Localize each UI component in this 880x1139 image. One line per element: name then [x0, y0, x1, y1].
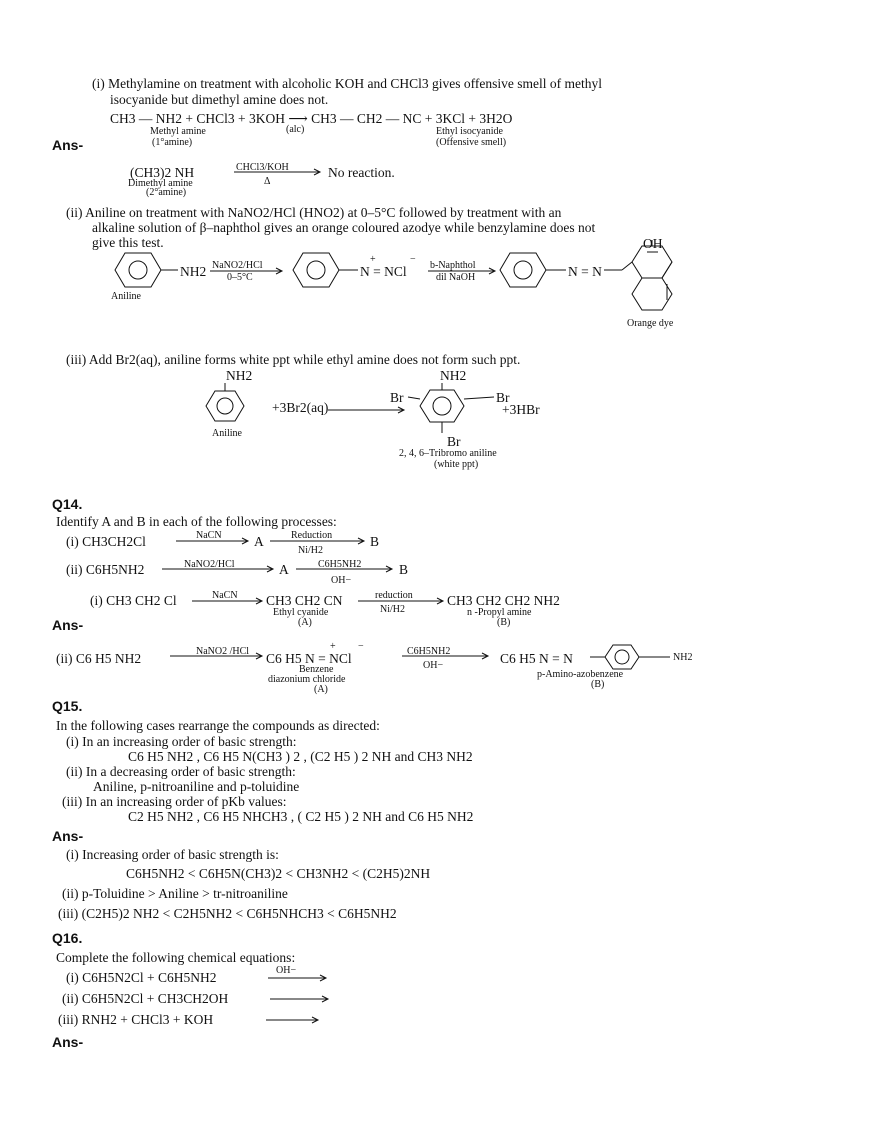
eq2-label-2-amine: (2°amine): [146, 187, 187, 198]
eq2-reagent: CHCl3/KOH: [236, 162, 289, 173]
q14-i-A: A: [254, 534, 264, 549]
q14-i-reagent2b: Ni/H2: [298, 545, 323, 556]
eq-label-alc: (alc): [286, 124, 305, 135]
q14-ans-ii-left: (ii) C6 H5 NH2: [56, 651, 142, 666]
q-iii: (iii) Add Br2(aq), aniline forms white ppt while ethyl amine does not form such ppt.: [66, 352, 521, 367]
az-aniline: Aniline: [111, 291, 141, 302]
q16-prompt: Complete the following chemical equations:: [56, 950, 296, 965]
q14-ans-i-reagent2b: Ni/H2: [380, 604, 405, 615]
eq-label-methylamine: Methyl amine: [150, 126, 206, 137]
az-reagent2b: dil NaOH: [436, 272, 476, 283]
q15-label: Q15.: [52, 698, 83, 714]
br-product1: 2, 4, 6–Tribromo aniline: [399, 448, 497, 459]
q15-ii-a: (ii) In a decreasing order of basic strength:: [66, 764, 296, 779]
q-ii-line2: alkaline solution of β–naphthol gives an orange coloured azodye while benzylamine does not: [92, 220, 596, 235]
q15-ans-label: Ans-: [52, 828, 84, 844]
q14-ii-left: (ii) C6H5NH2: [66, 562, 145, 577]
br-right: Br: [496, 390, 510, 405]
q14-ans-ii-reagent1: NaNO2 /HCl: [196, 646, 250, 657]
benzene-ring-diazonium: [293, 253, 339, 287]
benzene-ring-aniline: [115, 253, 161, 287]
br-nh2-a: NH2: [226, 368, 253, 383]
q14-ii-reagent1: NaNO2/HCl: [184, 559, 235, 570]
eq-label-ethyl-isocyanide: Ethyl isocyanide: [436, 126, 503, 137]
q14-ans-ii-lbl1a: Benzene: [299, 664, 334, 675]
az-reagent1b: 0–5°C: [227, 272, 253, 283]
benzene-ring-dye: [500, 253, 546, 287]
q14-ans-ii-lbl1c: (A): [314, 684, 328, 695]
q14-ans-i-lbl2b: (B): [497, 617, 511, 628]
q14-ans-ii-lbl2b: (B): [591, 679, 605, 690]
q15-ans-iii: (iii) (C2H5)2 NH2 < C2H5NH2 < C6H5NHCH3 < C6H5NH2: [58, 906, 397, 921]
q15-i-b: C6 H5 NH2 , C6 H5 N(CH3 ) 2 , (C2 H5 ) 2 NH and CH3 NH2: [128, 749, 473, 764]
q14-ans-ii-reagent2: C6H5NH2: [407, 646, 451, 657]
q14-ii-reagent2: C6H5NH2: [318, 559, 362, 570]
q14-ans-i-lbl2a: n -Propyl amine: [467, 607, 532, 618]
equation-carbylamine: CH3 — NH2 + CHCl3 + 3KOH ⟶ CH3 — CH2 — NC + 3KCl + 3H2O: [110, 111, 513, 126]
naphthalene-ring-2: [632, 278, 672, 310]
az-nh2: NH2: [180, 264, 207, 279]
q14-ans-i-left: (i) CH3 CH2 Cl: [90, 593, 177, 608]
br-reagent: +3Br2(aq): [272, 400, 329, 415]
q14-ans-ii-right: C6 H5 N = N: [500, 651, 573, 666]
q14-ans-ii-lbl1b: diazonium chloride: [268, 674, 346, 685]
q-i-line2: isocyanide but dimethyl amine does not.: [110, 92, 329, 107]
q16-iii: (iii) RNH2 + CHCl3 + KOH: [58, 1012, 214, 1027]
q14-ii-reagent2b: OH−: [331, 575, 352, 586]
q14-ii-B: B: [399, 562, 409, 577]
q16-i: (i) C6H5N2Cl + C6H5NH2: [66, 970, 217, 985]
br-left: Br: [390, 390, 404, 405]
q-ii-line1: (ii) Aniline on treatment with NaNO2/HCl (HNO2) at 0–5°C followed by treatment with an: [66, 205, 562, 220]
q14-ans-ii-reagent2b: OH−: [423, 660, 444, 671]
az-plus: +: [370, 254, 376, 265]
q14-ans-i-reagent2: reduction: [375, 590, 413, 601]
q15-ans-i-a: (i) Increasing order of basic strength is:: [66, 847, 279, 862]
az-reagent2: b-Naphthol: [430, 260, 476, 271]
benzene-ring-aniline-br: [206, 391, 244, 421]
q14-ans-ii-mid: C6 H5 N = NCl: [266, 651, 352, 666]
q14-i-reagent2: Reduction: [291, 530, 333, 541]
br-nh2-b: NH2: [440, 368, 467, 383]
br-aniline: Aniline: [212, 428, 242, 439]
aromatic-circle: [129, 261, 147, 279]
az-minus: −: [410, 254, 416, 265]
q16-i-reagent: OH−: [276, 965, 297, 976]
q14-i-left: (i) CH3CH2Cl: [66, 534, 146, 549]
ans-label: Ans-: [52, 137, 84, 153]
naphthalene-ring-1: [632, 246, 672, 278]
q15-prompt: In the following cases rearrange the compounds as directed:: [56, 718, 380, 733]
q15-i-a: (i) In an increasing order of basic strength:: [66, 734, 297, 749]
q14-ans-i-lbl1b: (A): [298, 617, 312, 628]
q14-ans-ii-lbl2a: p-Amino-azobenzene: [537, 669, 624, 680]
eq2-right: No reaction.: [328, 165, 395, 180]
q15-iii-b: C2 H5 NH2 , C6 H5 NHCH3 , ( C2 H5 ) 2 NH and C6 H5 NH2: [128, 809, 474, 824]
q14-ans-i-lbl1a: Ethyl cyanide: [273, 607, 329, 618]
q14-prompt: Identify A and B in each of the following processes:: [56, 514, 337, 529]
q14-ans-ii-plus: +: [330, 641, 336, 652]
q14-ans-i-reagent1: NaCN: [212, 590, 238, 601]
q15-ans-ii: (ii) p-Toluidine > Aniline > tr-nitroaniline: [62, 886, 288, 901]
q14-ii-A: A: [279, 562, 289, 577]
az-oh: OH: [643, 236, 663, 251]
az-reagent1: NaNO2/HCl: [212, 260, 263, 271]
q-ii-line3: give this test.: [92, 235, 164, 250]
q14-i-B: B: [370, 534, 380, 549]
q14-ans-i-mid: CH3 CH2 CN: [266, 593, 343, 608]
q15-iii-a: (iii) In an increasing order of pKb values:: [62, 794, 287, 809]
q14-ans-label: Ans-: [52, 617, 84, 633]
q16-ii: (ii) C6H5N2Cl + CH3CH2OH: [62, 991, 229, 1006]
br-hbr: +3HBr: [502, 402, 540, 417]
eq2-left: (CH3)2 NH: [130, 165, 195, 180]
br-product2: (white ppt): [434, 459, 479, 470]
eq-label-offensive-smell: (Offensive smell): [436, 137, 507, 148]
q-i-line1: (i) Methylamine on treatment with alcoholic KOH and CHCl3 gives offensive smell of methyl: [92, 76, 603, 91]
eq-label-1-amine: (1°amine): [152, 137, 193, 148]
benzene-ring-tribromo: [420, 390, 464, 422]
q14-ans-ii-minus: −: [358, 641, 364, 652]
q14-label: Q14.: [52, 496, 83, 512]
q14-i-reagent1: NaCN: [196, 530, 222, 541]
br-bottom: Br: [447, 434, 461, 449]
q14-ans-ii-nh2: NH2: [673, 652, 693, 663]
az-orange-dye: Orange dye: [627, 318, 674, 329]
q16-label: Q16.: [52, 930, 83, 946]
q16-ans-label: Ans-: [52, 1034, 84, 1050]
q15-ii-b: Aniline, p-nitroaniline and p-toluidine: [93, 779, 300, 794]
q15-ans-i-b: C6H5NH2 < C6H5N(CH3)2 < CH3NH2 < (C2H5)2NH: [126, 866, 431, 881]
benzene-ring-aminoazobenzene: [605, 645, 639, 669]
az-diazonium: N = NCl: [360, 264, 407, 279]
eq2-delta: Δ: [264, 176, 271, 187]
eq2-label-dimethyl: Dimethyl amine: [128, 178, 193, 189]
az-azo: N = N: [568, 264, 602, 279]
q14-ans-i-right: CH3 CH2 CH2 NH2: [447, 593, 560, 608]
